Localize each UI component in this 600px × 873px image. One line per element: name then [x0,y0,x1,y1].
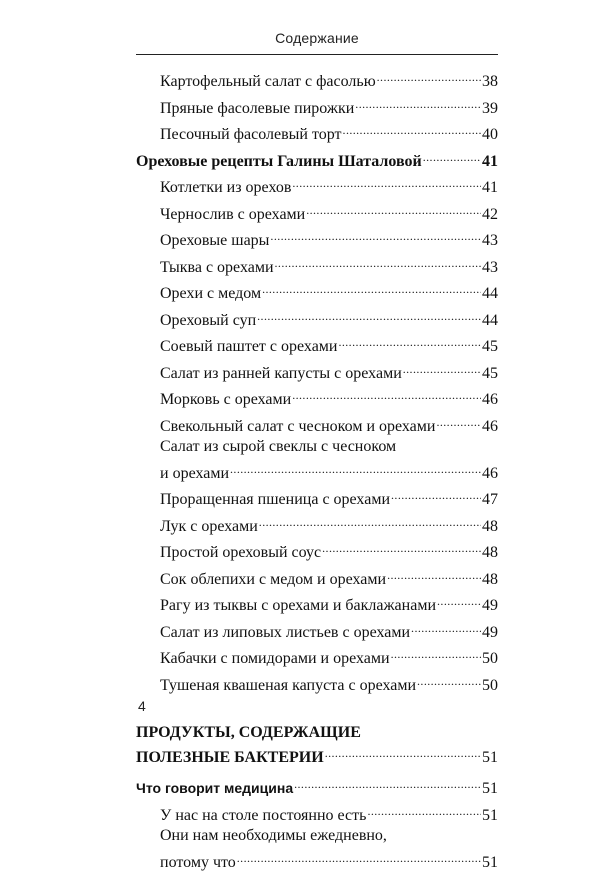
dot-leader [262,278,481,298]
toc-entry-title: Проращенная пшеница с орехами [160,490,390,511]
toc-entry-title: Ореховые шары [160,231,269,252]
toc-entry-title: потому что [160,853,236,873]
section-gap [136,696,498,724]
dot-leader [391,643,481,663]
toc-entry-title: Ореховый суп [160,311,256,332]
toc-entry[interactable] [136,511,498,538]
toc-entry-title: Простой ореховый соус [160,543,321,564]
toc-entry-title: Рагу из тыквы с орехами и баклажанами [160,596,436,617]
toc-entry-page: 41 [482,178,498,199]
toc-entry[interactable] [136,252,498,279]
toc-section-page: 41 [482,152,498,173]
toc-entry-page: 48 [482,570,498,591]
toc-entry-page: 45 [482,364,498,385]
dot-leader [306,199,481,219]
toc-subsection-medicine[interactable] [136,773,498,800]
toc-section-title: ПОЛЕЗНЫЕ БАКТЕРИИ [136,749,324,767]
dot-leader [275,252,481,272]
dot-leader [230,458,481,478]
toc-entry-title: Котлетки из орехов [160,178,291,199]
toc-entry[interactable] [136,172,498,199]
toc-entry[interactable] [136,411,498,438]
toc-entry-page: 39 [482,99,498,120]
dot-leader [355,93,481,113]
toc-entry-page: 46 [482,417,498,438]
toc-entry[interactable] [136,800,498,827]
toc-entry[interactable] [136,537,498,564]
dot-leader [417,670,481,690]
toc-entry[interactable] [136,331,498,358]
toc-subsection-title: Что говорит медицина [136,778,293,799]
dot-leader [292,384,481,404]
toc-subsection-page: 51 [482,779,498,800]
toc-entry-page: 38 [482,72,498,93]
dot-leader [436,411,481,431]
toc-entry-page: 51 [482,806,498,827]
dot-leader [343,119,481,139]
toc-entry-page: 44 [482,311,498,332]
toc-entry-page: 47 [482,490,498,511]
toc-entry-title: Тушеная квашеная капуста с орехами [160,676,416,697]
toc-entry-title: и орехами [160,464,229,485]
toc-entry[interactable] [136,484,498,511]
dot-leader [403,358,481,378]
toc-entry-title: Салат из ранней капусты с орехами [160,364,402,385]
dot-leader [325,742,481,762]
toc-section-title-first-line[interactable]: ПРОДУКТЫ, СОДЕРЖАЩИЕ [136,724,498,742]
dot-leader [411,617,481,637]
toc-entry-title: Лук с орехами [160,517,258,538]
toc-entry[interactable] [136,93,498,120]
dot-leader [338,331,481,351]
toc-entry[interactable] [136,119,498,146]
toc-entry[interactable] [136,847,498,873]
header-rule [136,54,498,55]
toc-entry-first-line[interactable]: Они нам необходимы ежедневно, [136,826,498,847]
toc-entry[interactable] [136,670,498,697]
toc-entry-title: Соевый паштет с орехами [160,337,337,358]
toc-entry[interactable] [136,358,498,385]
toc-entry[interactable] [136,278,498,305]
dot-leader [391,484,481,504]
running-header: Содержание [136,30,498,46]
toc-entry-page: 51 [482,853,498,873]
dot-leader [423,146,481,166]
toc-entry[interactable] [136,564,498,591]
toc-entry-title: Свекольный салат с чесноком и орехами [160,417,435,438]
dot-leader [367,800,481,820]
toc-entry[interactable] [136,643,498,670]
toc-entry-title: Чернослив с орехами [160,205,305,226]
toc-entry-page: 50 [482,649,498,670]
table-of-contents [136,66,498,873]
toc-section-products[interactable] [136,742,498,767]
dot-leader [387,564,481,584]
toc-section-nut-recipes[interactable] [136,146,498,173]
toc-entry[interactable] [136,384,498,411]
toc-entry[interactable] [136,617,498,644]
toc-entry-page: 46 [482,464,498,485]
dot-leader [292,172,481,192]
toc-entry-page: 44 [482,284,498,305]
dot-leader [259,511,481,531]
toc-entry-page: 42 [482,205,498,226]
toc-entry-title: Салат из липовых листьев с орехами [160,623,410,644]
page-number: 4 [138,698,146,714]
toc-entry[interactable] [136,305,498,332]
dot-leader [377,66,481,86]
toc-entry-page: 48 [482,517,498,538]
toc-entry[interactable] [136,225,498,252]
toc-entry-page: 45 [482,337,498,358]
toc-entry-page: 43 [482,258,498,279]
toc-section-page: 51 [482,749,498,767]
toc-entry-title: Кабачки с помидорами и орехами [160,649,390,670]
toc-entry-title: Картофельный салат с фасолью [160,72,376,93]
toc-entry-title: Орехи с медом [160,284,261,305]
toc-entry-page: 48 [482,543,498,564]
dot-leader [257,305,481,325]
dot-leader [294,773,481,793]
toc-entry-title: Сок облепихи с медом и орехами [160,570,386,591]
toc-entry-title: Пряные фасолевые пирожки [160,99,354,120]
toc-entry-title: У нас на столе постоянно есть [160,806,366,827]
toc-section-title: Ореховые рецепты Галины Шаталовой [136,152,422,173]
toc-entry-first-line[interactable]: Салат из сырой свеклы с чесноком [136,437,498,458]
toc-entry[interactable] [136,66,498,93]
toc-entry-page: 46 [482,390,498,411]
toc-entry[interactable] [136,458,498,485]
toc-entry-page: 49 [482,623,498,644]
toc-entry-title: Тыква с орехами [160,258,274,279]
dot-leader [270,225,481,245]
toc-entry-page: 43 [482,231,498,252]
dot-leader [237,847,481,867]
toc-entry-page: 49 [482,596,498,617]
dot-leader [437,590,481,610]
toc-entry-page: 50 [482,676,498,697]
toc-entry-title: Песочный фасолевый торт [160,125,342,146]
toc-entry[interactable] [136,199,498,226]
toc-entry-page: 40 [482,125,498,146]
dot-leader [322,537,481,557]
toc-entry[interactable] [136,590,498,617]
toc-entry-title: Морковь с орехами [160,390,291,411]
